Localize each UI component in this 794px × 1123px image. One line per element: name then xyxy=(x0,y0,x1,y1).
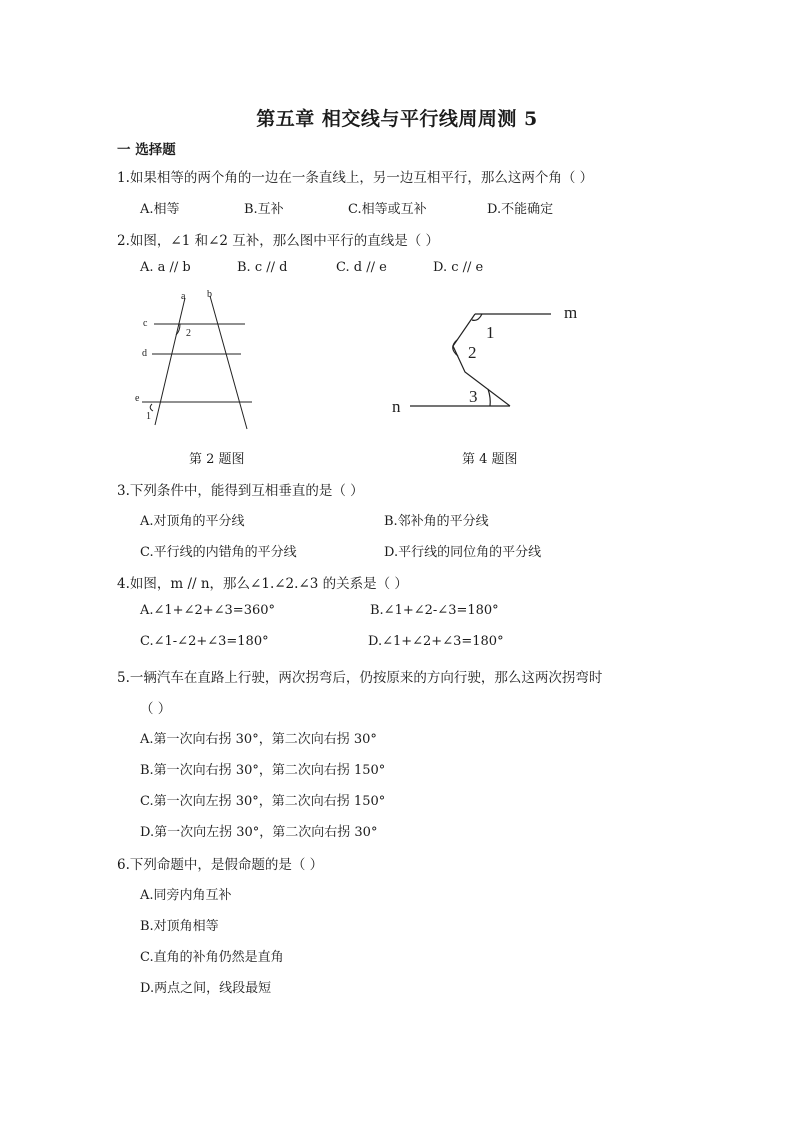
question-2-option-d: D. c // e xyxy=(433,260,484,275)
question-1-option-c: C.相等或互补 xyxy=(348,202,427,217)
question-6-option-c: C.直角的补角仍然是直角 xyxy=(140,950,284,965)
question-5-answer-paren: （ ） xyxy=(140,701,172,717)
question-4-option-d: D.∠1+∠2+∠3=180° xyxy=(368,634,504,649)
question-1-option-a: A.相等 xyxy=(140,202,180,217)
label-angle-1: 1 xyxy=(486,323,495,342)
question-6-stem: 6.下列命题中，是假命题的是（ ） xyxy=(117,857,324,873)
question-4-option-a: A.∠1+∠2+∠3=360° xyxy=(140,603,276,618)
figure-question-2 xyxy=(130,286,260,431)
label-angle-2: 2 xyxy=(186,328,191,339)
question-5-option-a: A.第一次向右拐 30°，第二次向右拐 30° xyxy=(140,732,377,747)
label-angle-1: 1 xyxy=(146,411,151,422)
question-4-stem: 4.如图，m // n，那么∠1.∠2.∠3 的关系是（ ） xyxy=(117,576,408,592)
question-4-option-c: C.∠1-∠2+∠3=180° xyxy=(140,634,269,649)
question-1-option-d: D.不能确定 xyxy=(487,202,554,217)
label-d: d xyxy=(142,348,147,359)
label-m: m xyxy=(564,303,578,322)
question-2-stem: 2.如图，∠1 和∠2 互补，那么图中平行的直线是（ ） xyxy=(117,233,440,249)
line-a xyxy=(155,298,185,425)
question-2-option-b: B. c // d xyxy=(237,260,288,275)
line-b xyxy=(210,296,247,429)
question-3-stem: 3.下列条件中，能得到互相垂直的是（ ） xyxy=(117,483,364,499)
question-1-stem: 1.如果相等的两个角的一边在一条直线上，另一边互相平行，那么这两个角（ ） xyxy=(117,170,594,186)
angle-1-arc xyxy=(150,404,153,411)
question-5-stem: 5.一辆汽车在直路上行驶，两次拐弯后，仍按原来的方向行驶，那么这两次拐弯时 xyxy=(117,670,603,686)
section-heading: 一 选择题 xyxy=(117,142,176,158)
page-title: 第五章 相交线与平行线周周测 5 xyxy=(256,108,538,130)
zigzag-path xyxy=(453,314,510,406)
label-c: c xyxy=(143,318,148,329)
question-2-option-a: A. a // b xyxy=(140,260,191,275)
question-5-option-b: B.第一次向右拐 30°，第二次向右拐 150° xyxy=(140,763,386,778)
question-6-option-a: A.同旁内角互补 xyxy=(140,888,232,903)
question-6-option-b: B.对顶角相等 xyxy=(140,919,219,934)
question-1-option-b: B.互补 xyxy=(244,202,284,217)
figure-4-caption: 第 4 题图 xyxy=(462,452,518,467)
figure-2-caption: 第 2 题图 xyxy=(189,452,245,467)
question-3-option-d: D.平行线的同位角的平分线 xyxy=(384,545,542,560)
question-3-option-b: B.邻补角的平分线 xyxy=(384,514,489,529)
question-5-option-d: D.第一次向左拐 30°，第二次向右拐 30° xyxy=(140,825,378,840)
label-n: n xyxy=(392,397,401,416)
label-angle-3: 3 xyxy=(469,387,478,406)
figure-question-4 xyxy=(388,296,588,421)
question-3-option-a: A.对顶角的平分线 xyxy=(140,514,245,529)
label-b: b xyxy=(207,289,212,300)
label-angle-2: 2 xyxy=(468,343,477,362)
question-5-option-c: C.第一次向左拐 30°，第二次向右拐 150° xyxy=(140,794,386,809)
question-2-option-c: C. d // e xyxy=(336,260,387,275)
question-6-option-d: D.两点之间，线段最短 xyxy=(140,981,272,996)
label-a: a xyxy=(181,291,186,302)
question-3-option-c: C.平行线的内错角的平分线 xyxy=(140,545,297,560)
question-4-option-b: B.∠1+∠2-∠3=180° xyxy=(370,603,499,618)
label-e: e xyxy=(135,393,140,404)
